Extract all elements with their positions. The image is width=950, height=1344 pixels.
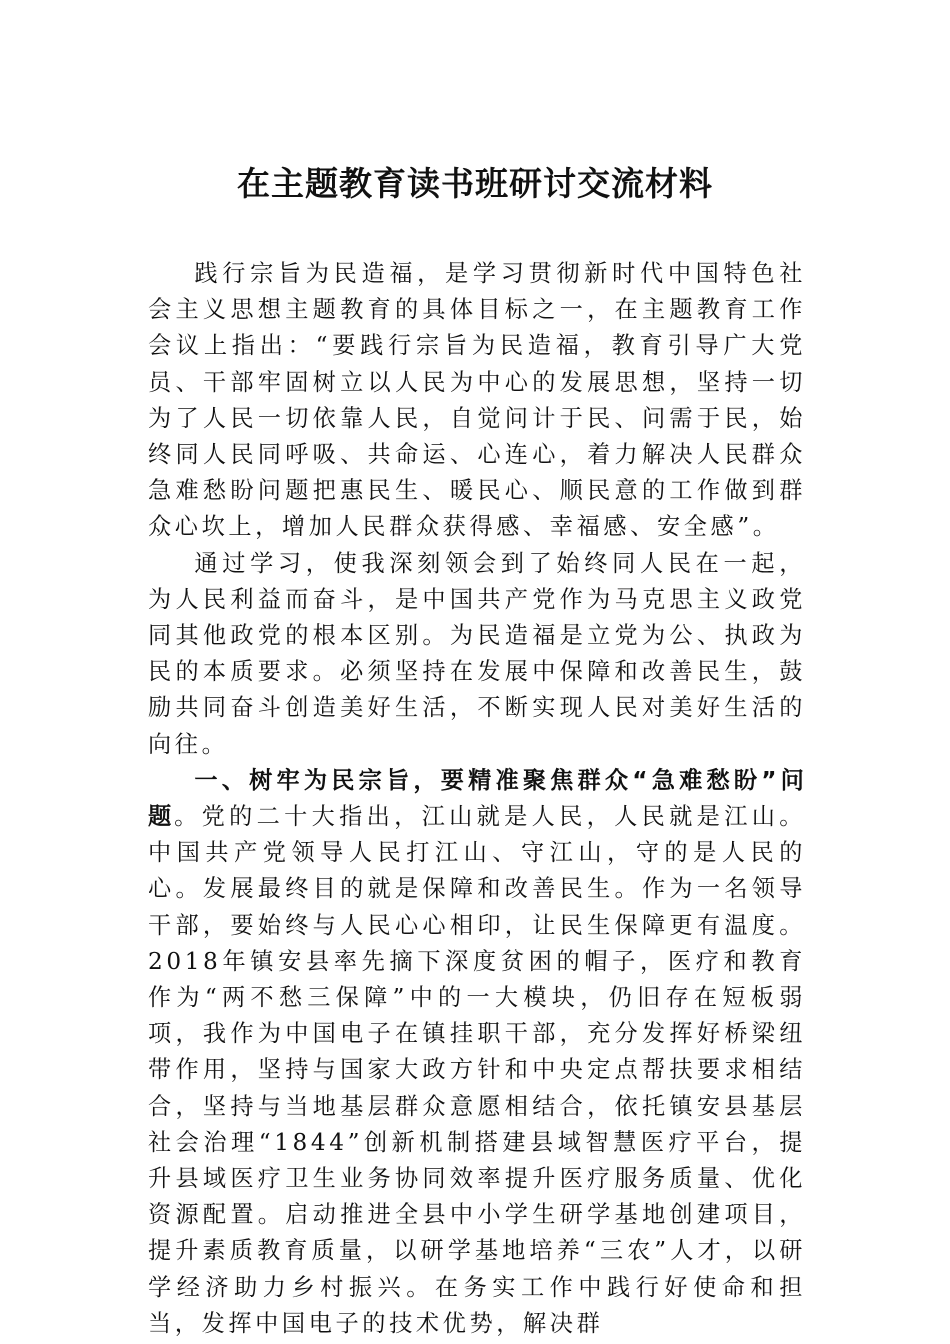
document-title: 在主题教育读书班研讨交流材料 <box>237 164 713 203</box>
paragraph-3 <box>148 763 806 1342</box>
paragraph-text: 通过学习，使我深刻领会到了始终同人民在一起，为人民利益而奋斗，是中国共产党作为马克思主义政党同其他政党的根本区别。为民造福是立党为公、执政为民的本质要求。必须坚持在发展中保障和改善民生，鼓励共同奋斗创造美好生活，不断实现人民对美好生活的向往。 <box>148 549 806 758</box>
paragraph-text: 践行宗旨为民造福，是学习贯彻新时代中国特色社会主义思想主题教育的具体目标之一，在主题教育工作会议上指出：“要践行宗旨为民造福，教育引导广大党员、干部牢固树立以人民为中心的发展思想，坚持一切为了人民一切依靠人民，自觉问计于民、问需于民，始终同人民同呼吸、共命运、心连心，着力解决人民群众急难愁盼问题把惠民生、暖民心、顺民意的工作做到群众心坎上，增加人民群众获得感、幸福感、安全感”。 <box>148 260 806 541</box>
paragraph-text: 。党的二十大指出，江山就是人民，人民就是江山。中国共产党领导人民打江山、守江山，守的是人民的心。发展最终目的就是保障和改善民生。作为一名领导干部，要始终与人民心心相印，让民生保障更有温度。2018年镇安县率先摘下深度贫困的帽子，医疗和教育作为“两不愁三保障”中的一大模块，仍旧存在短板弱项，我作为中国电子在镇挂职干部，充分发挥好桥梁纽带作用，坚持与国家大政方针和中央定点帮扶要求相结合，坚持与当地基层群众意愿相结合，依托镇安县基层社会治理“1844”创新机制搭建县域智慧医疗平台，提升县域医疗卫生业务协同效率提升医疗服务质量、优化资源配置。启动推进全县中小学生研学基地创建项目，提升素质教育质量，以研学基地培养“三农”人才，以研学经济助力乡村振兴。在务实工作中践行好使命和担当，发挥中国电子的技术优势，解决群 <box>148 803 806 1337</box>
section-heading: 一、树牢为民宗旨，要精准聚焦群众“急难愁盼”问题 <box>148 766 806 831</box>
paragraph-1 <box>148 256 806 546</box>
paragraph-2 <box>148 546 806 763</box>
document-body <box>148 256 806 1342</box>
